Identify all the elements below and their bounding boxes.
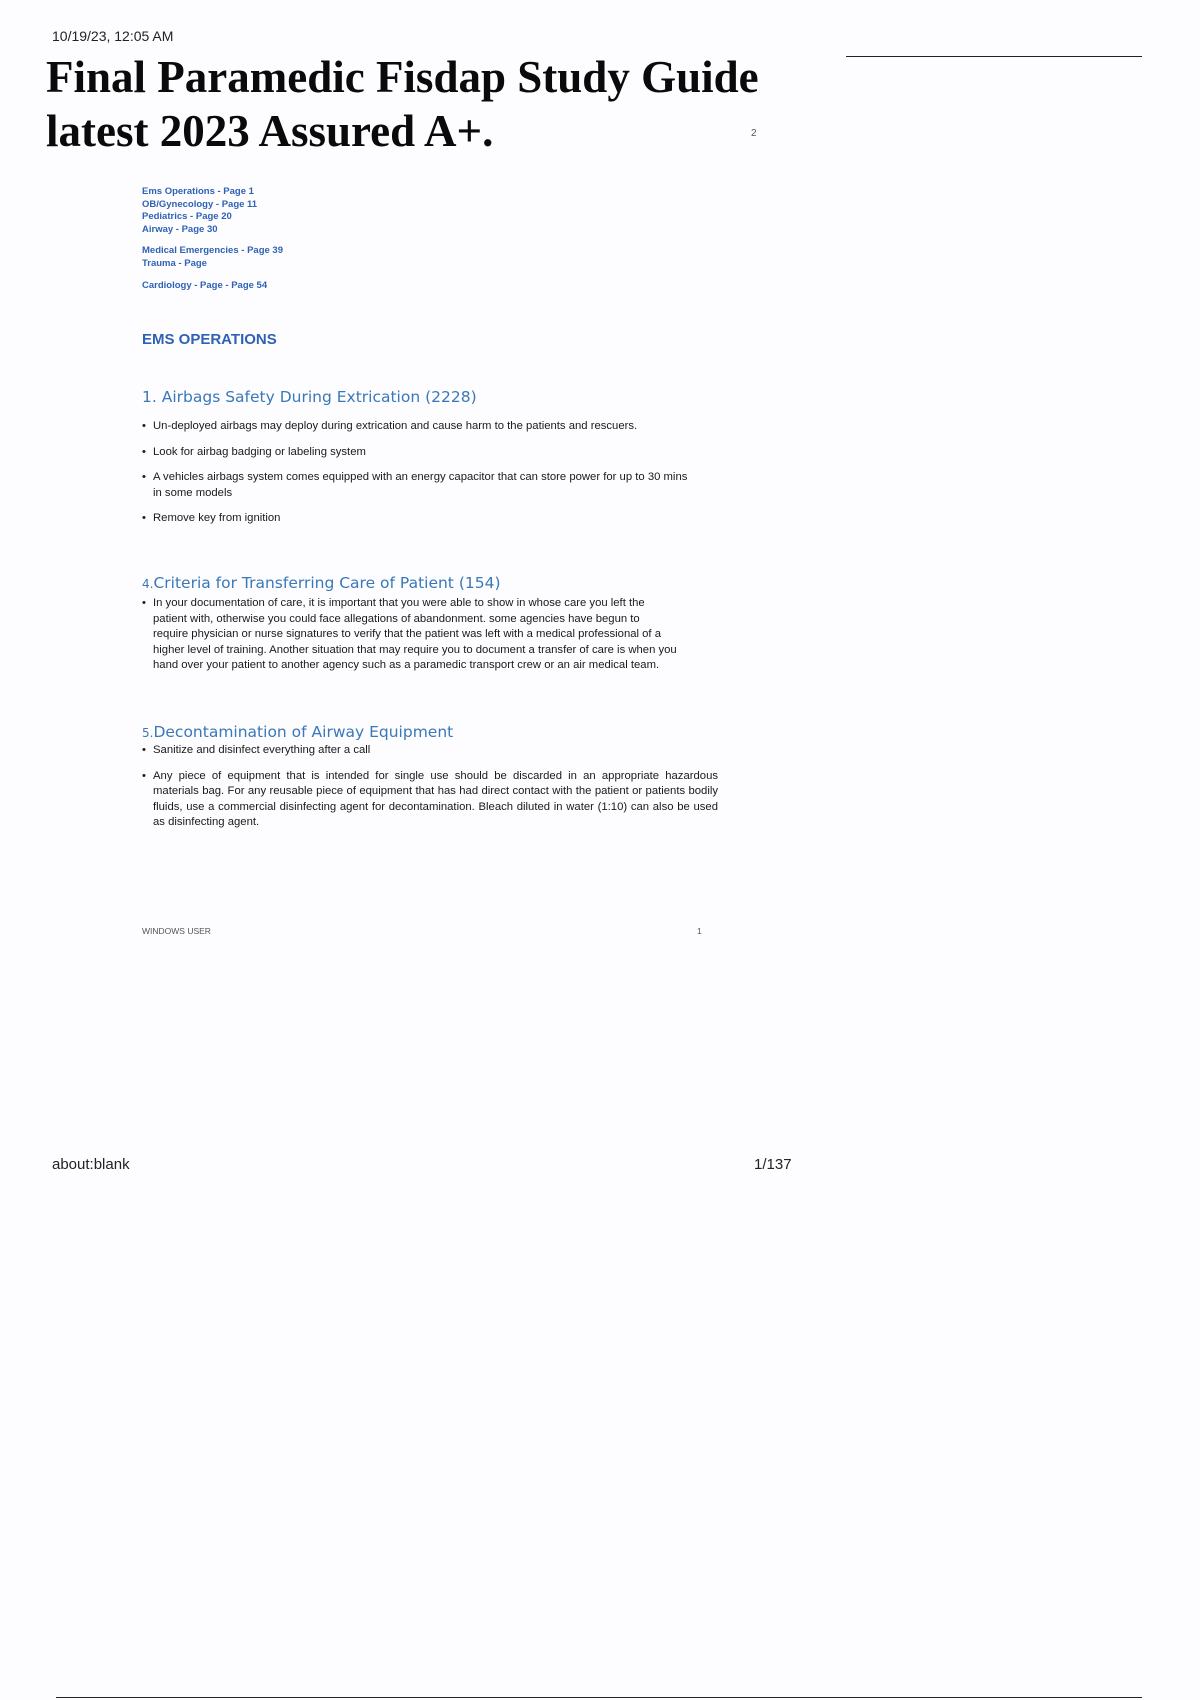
page-footer-author: WINDOWS USER — [142, 926, 211, 936]
page-marker: 2 — [751, 128, 757, 139]
list-item: • Un-deployed airbags may deploy during extrication and cause harm to the patients and rescuers. — [142, 419, 698, 435]
bottom-divider — [56, 1697, 1142, 1698]
toc-group — [142, 280, 542, 293]
list-item: • A vehicles airbags system comes equipped with an energy capacitor that can store power for up to 30 mins in some models — [142, 470, 698, 501]
list-item: • Remove key from ignition — [142, 511, 698, 527]
bullet-list-decontamination — [142, 743, 718, 841]
topic-heading-transfer-of-care — [142, 574, 501, 592]
list-item: • Any piece of equipment that is intended for single use should be discarded in an appropriate hazardous materials bag. For any reusable piece of equipment that has had direct contact with the patient or patients bodily fluids, use a commercial disinfecting agent for decontamination. Bleach diluted in water (1:10) can also be used as disinfecting agent. — [142, 769, 718, 831]
list-item: • In your documentation of care, it is important that you were able to show in whose care you left the patient with, otherwise you could face allegations of abandonment. some agencies have begun to require physician or nurse signatures to verify that the patient was left with a medical professional of a higher level of training. Another situation that may require you to document a transfer of care is when you hand over your patient to another agency such as a paramedic transport crew or an air medical team. — [142, 596, 678, 674]
toc-item-airway[interactable]: Airway - Page 30 — [142, 223, 218, 235]
document-title — [46, 50, 846, 158]
bullet-list-transfer-of-care — [142, 596, 678, 684]
bullet-list-airbags — [142, 419, 698, 537]
toc-group — [142, 186, 542, 236]
toc-item-ob-gynecology[interactable]: OB/Gynecology - Page 11 — [142, 198, 258, 210]
document-title-line-2: latest 2023 Assured A+. — [46, 106, 494, 156]
toc-group — [142, 245, 542, 270]
topic-title: Airbags Safety During Extrication (2228) — [161, 388, 477, 406]
page-footer-number: 1 — [697, 926, 702, 936]
list-item: • Sanitize and disinfect everything after a call — [142, 743, 718, 759]
toc-item-ems-operations[interactable]: Ems Operations - Page 1 — [142, 186, 254, 197]
topic-number: 1. — [142, 388, 157, 406]
topic-title: Criteria for Transferring Care of Patient (154) — [153, 574, 501, 592]
toc-item-medical-emergencies[interactable]: Medical Emergencies - Page 39 — [142, 245, 283, 257]
toc-item-pediatrics[interactable]: Pediatrics - Page 20 — [142, 211, 232, 223]
topic-heading-airbags — [142, 388, 477, 406]
document-title-line-1: Final Paramedic Fisdap Study Guide — [46, 52, 759, 102]
toc-item-cardiology[interactable]: Cardiology - Page - Page 54 — [142, 279, 268, 291]
topic-heading-decontamination — [142, 723, 453, 741]
print-url: about:blank — [52, 1156, 130, 1173]
section-heading: EMS OPERATIONS — [142, 331, 277, 348]
topic-number: 4. — [142, 577, 154, 591]
table-of-contents — [142, 186, 542, 301]
topic-number: 5. — [142, 726, 154, 740]
topic-title: Decontamination of Airway Equipment — [153, 723, 454, 741]
top-divider — [846, 56, 1142, 57]
toc-item-trauma[interactable]: Trauma - Page — [142, 257, 207, 269]
print-page-count: 1/137 — [754, 1156, 792, 1173]
print-datetime: 10/19/23, 12:05 AM — [52, 28, 174, 44]
list-item: • Look for airbag badging or labeling system — [142, 445, 698, 461]
